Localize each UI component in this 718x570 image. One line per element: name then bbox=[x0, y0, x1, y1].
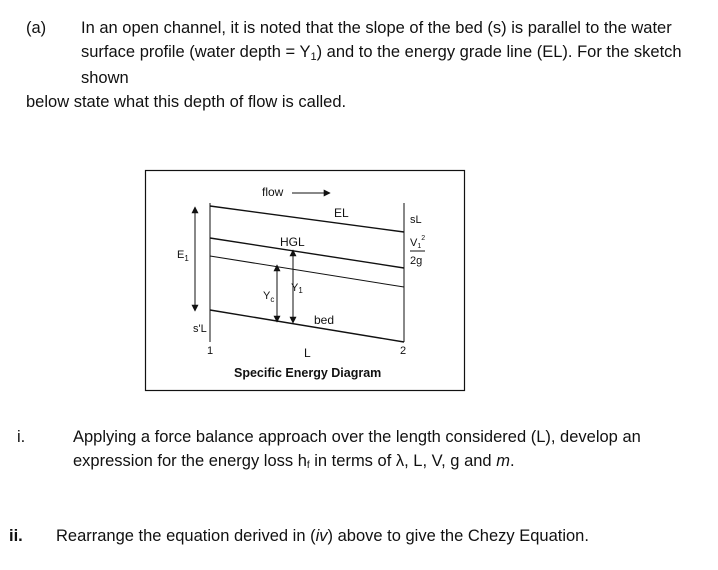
part-i-label: i. bbox=[17, 428, 26, 446]
v-label bbox=[410, 235, 425, 250]
e1-sub: 1 bbox=[184, 254, 189, 263]
g-label: 2g bbox=[410, 255, 423, 267]
part-i-g-symbol: g bbox=[450, 452, 460, 470]
part-ii-text bbox=[56, 524, 589, 548]
part-ii-text-ref: iv bbox=[315, 527, 328, 545]
yc-sub: c bbox=[270, 295, 275, 304]
part-i-line2-mid: in terms of λ, L, V, bbox=[309, 452, 451, 470]
part-a-label: (a) bbox=[26, 19, 47, 37]
hgl-label: HGL bbox=[280, 235, 305, 249]
part-i-line2-end: . bbox=[509, 452, 515, 470]
part-ii-text-pre: Rearrange the equation derived in ( bbox=[56, 527, 316, 545]
y1-label bbox=[291, 282, 303, 295]
length-label: L bbox=[304, 346, 311, 360]
y1-sub: 1 bbox=[298, 286, 303, 295]
yc-label bbox=[263, 290, 274, 304]
part-i-line2-pre: expression for the energy loss h bbox=[73, 452, 307, 470]
v-main: V bbox=[410, 237, 418, 249]
section-1-label: 1 bbox=[207, 345, 214, 357]
bed-line bbox=[210, 310, 404, 342]
energy-line bbox=[210, 206, 404, 232]
y1-main: Y bbox=[291, 282, 299, 294]
part-i-line2-and: and bbox=[459, 452, 497, 470]
part-ii-text-post: ) above to give the Chezy Equation. bbox=[327, 527, 589, 545]
el-label: EL bbox=[334, 206, 349, 220]
hgl-line bbox=[210, 238, 404, 268]
bed-label: bed bbox=[314, 313, 335, 327]
part-a-line2-sub: 1 bbox=[310, 51, 317, 63]
critical-depth-line bbox=[210, 256, 404, 287]
v-sup: 2 bbox=[421, 235, 426, 242]
part-a-line1: In an open channel, it is noted that the slope of the bed (s) is parallel to the water bbox=[81, 19, 672, 37]
e1-label bbox=[177, 249, 189, 263]
part-i-line2 bbox=[73, 449, 515, 478]
sl-top-label: sL bbox=[410, 214, 422, 226]
part-a-line2-post: ) and to the energy grade line (EL). For the sketch bbox=[316, 43, 682, 61]
flow-label: flow bbox=[262, 185, 284, 199]
part-i-line2-sub: f bbox=[306, 460, 310, 471]
part-a-line3: shown bbox=[81, 69, 129, 87]
diagram-caption: Specific Energy Diagram bbox=[234, 366, 382, 380]
part-i-m-symbol: m bbox=[496, 452, 510, 470]
section-2-label: 2 bbox=[400, 345, 407, 357]
v-sub: 1 bbox=[417, 243, 422, 250]
sl-bottom-label: s'L bbox=[193, 323, 207, 335]
part-i-line1: Applying a force balance approach over the length considered (L), develop an bbox=[73, 428, 641, 446]
e1-main: E bbox=[177, 249, 185, 261]
part-ii-label: ii. bbox=[9, 527, 23, 545]
part-a-line2-pre: surface profile (water depth = Y bbox=[81, 43, 311, 61]
yc-main: Y bbox=[263, 290, 271, 302]
part-a-line4: below state what this depth of flow is called. bbox=[26, 93, 347, 111]
